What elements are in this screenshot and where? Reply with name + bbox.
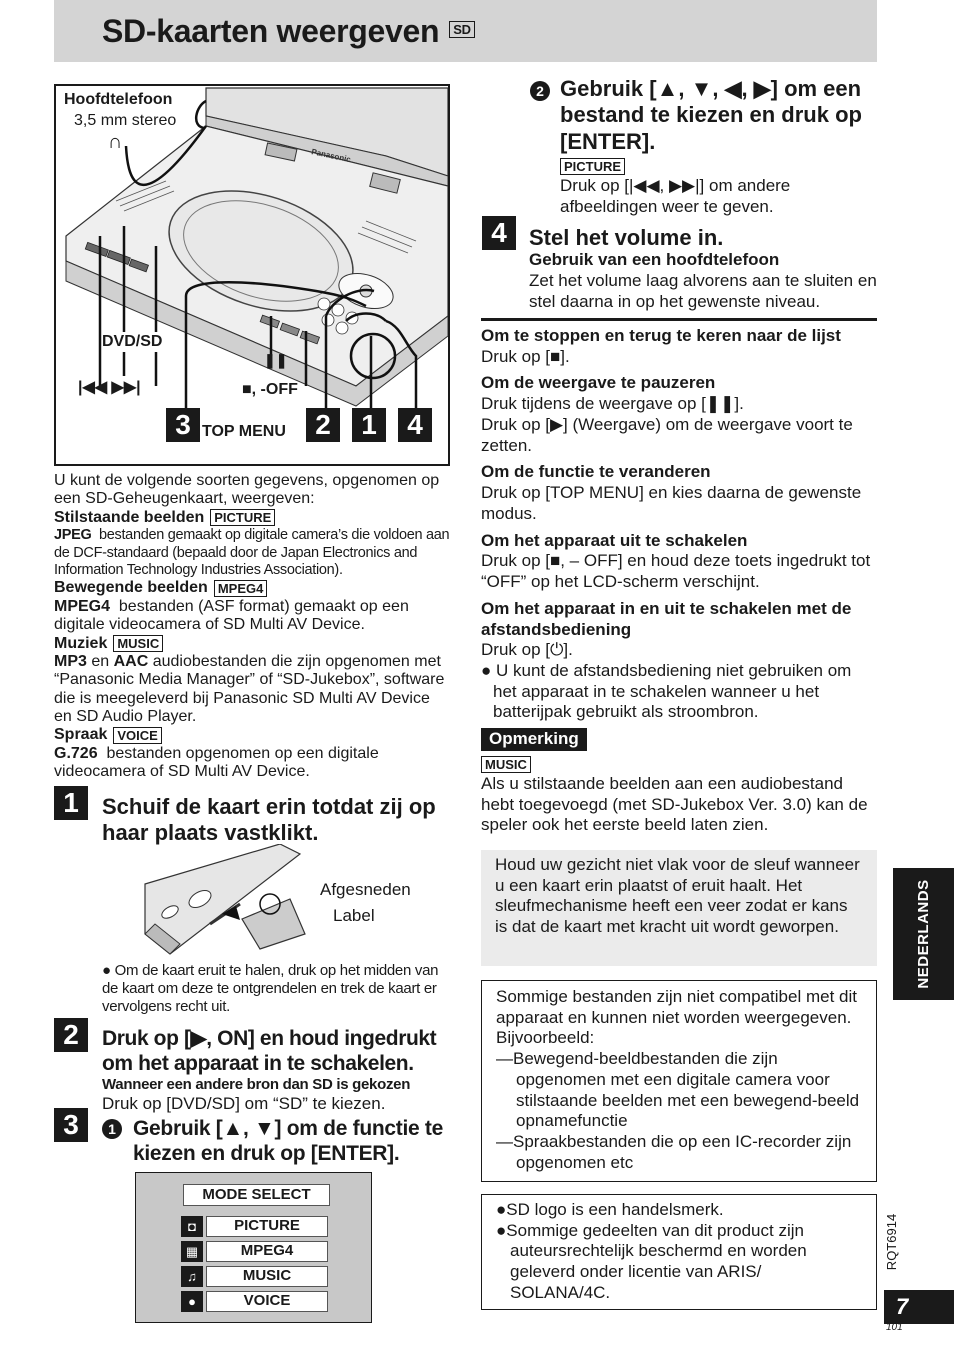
tip-off-text: Druk op [■, – OFF] en houd deze toets ingedrukt tot “OFF” op het LCD-scherm verschijnt. — [481, 551, 871, 592]
music-note-icon: ♫ — [181, 1266, 203, 1287]
step-3-picture-tag: PICTURE — [560, 156, 625, 177]
g726-text: bestanden opgenomen op een digitale videocamera of SD Multi AV Device. — [54, 744, 379, 781]
microphone-icon: ● — [181, 1291, 203, 1312]
tip-remote-text: Druk op [⏻]. — [481, 640, 573, 660]
spr-label: Spraak — [54, 726, 108, 744]
page-small-number: 101 — [886, 1322, 903, 1333]
compat-box — [481, 980, 877, 1182]
intro-lead: U kunt de volgende soorten gegevens, opgenomen op een SD-Geheugenkaart, weergeven: — [54, 472, 440, 508]
compat-item-2: —Spraakbestanden die op een IC-recorder zijn opgenomen etc — [496, 1132, 852, 1172]
step-1-heading: Schuif de kaart erin totdat zij op haar plaats vastklikt. — [102, 794, 436, 846]
device-figure — [54, 84, 450, 466]
legal-item-1: ●SD logo is een handelsmerk. — [496, 1200, 724, 1219]
mp3-label: MP3 — [54, 652, 87, 670]
picture-tag: PICTURE — [210, 509, 275, 526]
voice-tag: VOICE — [113, 727, 161, 744]
doc-code: RQT6914 — [884, 1213, 900, 1271]
headphone-spec: 3,5 mm stereo — [74, 112, 177, 129]
step-3-number: 3 — [54, 1108, 88, 1142]
brand-logo: Panasonic — [310, 147, 352, 165]
tips-block — [481, 326, 877, 723]
intro-block — [54, 472, 452, 782]
step-4-heading: Stel het volume in. — [529, 225, 724, 250]
tip-stop-text: Druk op [■]. — [481, 346, 570, 366]
step-2-text: Druk op [DVD/SD] om “SD” te kiezen. — [102, 1094, 386, 1113]
compat-lead: Sommige bestanden zijn niet compatibel met dit apparaat en kunnen niet worden weergegeven. Bijvoorbeeld: — [496, 987, 857, 1048]
step-3-circle-2: 2 — [530, 80, 550, 101]
step-4-number: 4 — [482, 216, 516, 250]
headphone-icon: ∩ — [108, 131, 123, 153]
page-number: 7 — [884, 1290, 954, 1324]
warning-text: Houd uw gezicht niet vlak voor de sleuf wanneer u een kaart erin plaatst of eruit haalt. Het sleufmechanisme heeft een veer zodat er kans is dat de kaart met kracht uit wordt geworpen. — [495, 855, 860, 937]
headphone-label: Hoofdtelefoon — [64, 91, 173, 108]
topmenu-label: TOP MENU — [202, 423, 286, 440]
legal-box — [481, 1194, 877, 1310]
jpeg-text: bestanden gemaakt op digitale camera’s die voldoen aan de DCF-standaard (bepaald door de Japan Electronics and Information Technology Industries Association). — [54, 527, 450, 578]
g726-label: G.726 — [54, 744, 98, 762]
legal-item-2: ●Sommige gedeelten van dit product zijn auteursrechtelijk beschermd en worden geleverd onder licentie van ARIS/ SOLANA/4C. — [496, 1220, 807, 1302]
step-1-note: ● Om de kaart eruit te halen, druk op het midden van de kaart om deze te ontgrendelen en trek de kaart er vervolgens recht uit. — [102, 962, 439, 1015]
step-2-number: 2 — [54, 1018, 88, 1052]
music-tag: MUSIC — [113, 635, 163, 652]
mpeg-label: MPEG4 — [54, 597, 111, 615]
page-title: SD-kaarten weergeven SD — [102, 12, 475, 51]
cut-corner-label: Afgesneden — [320, 880, 411, 899]
opmerking-text: Als u stilstaande beelden aan een audiobestand hebt toegevoegd (met SD-Jukebox Ver. 3.0) kan de speler ook het eerste beeld laten zien. — [481, 774, 868, 835]
stop-off-label: ■, -OFF — [242, 381, 298, 398]
camera-icon: ◘ — [181, 1216, 203, 1237]
language-tab: NEDERLANDS — [893, 868, 954, 1000]
muz-label: Muziek — [54, 634, 108, 652]
mode-item-picture[interactable]: PICTURE — [206, 1216, 328, 1237]
step-3-heading-2: Gebruik [▲, ▼, ◀, ▶] om een bestand te kiezen en druk op [ENTER]. — [560, 76, 862, 154]
bew-label: Bewegende beelden — [54, 579, 208, 597]
jpeg-label: JPEG — [54, 527, 92, 544]
stil-label: Stilstaande beelden — [54, 508, 205, 526]
card-insert-illustration — [140, 844, 310, 956]
tip-pause-text-2: Druk op [▶] (Weergave) om de weergave voort te zetten. — [481, 414, 853, 455]
aac-label: AAC — [113, 652, 149, 670]
callout-4: 4 — [398, 408, 432, 442]
step-3-heading-1: Gebruik [▲, ▼] om de functie te kiezen en druk op [ENTER]. — [133, 1117, 443, 1166]
mode-item-mpeg4[interactable]: MPEG4 — [206, 1241, 328, 1262]
skip-label: |◀◀ ▶▶| — [78, 379, 141, 396]
mode-item-music[interactable]: MUSIC — [206, 1266, 328, 1287]
mode-select-title: MODE SELECT — [183, 1184, 330, 1206]
opmerking-label: Opmerking — [481, 728, 587, 751]
mode-select-menu — [135, 1172, 372, 1323]
step-2-heading: Druk op [▶, ON] en houd ingedrukt om het apparaat in te schakelen. — [102, 1027, 437, 1076]
tip-off-head: Om het apparaat uit te schakelen — [481, 530, 748, 550]
step-3-text-2: Druk op [|◀◀, ▶▶|] om andere afbeeldingen weer te geven. — [560, 176, 791, 216]
step-4-text: Zet het volume laag alvorens aan te sluiten en stel daarna in op het gewenste niveau. — [529, 271, 877, 311]
tip-pause-text: Druk tijdens de weergave op [❚❚]. — [481, 394, 744, 414]
dvdsd-label: DVD/SD — [102, 333, 163, 350]
callout-3: 3 — [166, 408, 200, 442]
opmerking-tag: MUSIC — [481, 754, 531, 775]
callout-1: 1 — [352, 408, 386, 442]
divider-rule — [481, 318, 877, 321]
mpeg4-tag: MPEG4 — [214, 580, 268, 597]
mp3-en: en — [91, 652, 110, 670]
step-4-sub: Gebruik van een hoofdtelefoon — [529, 250, 780, 269]
step-2-sub: Wanneer een andere bron dan SD is gekozen — [102, 1076, 411, 1093]
tip-remote-bullet: ● U kunt de afstandsbediening niet gebruiken om het apparaat in te schakelen wanneer u het batterijpak gebruikt als stroombron. — [481, 661, 852, 722]
card-label-label: Label — [333, 906, 375, 925]
tip-remote-head: Om het apparaat in en uit te schakelen met de afstandsbediening — [481, 598, 852, 639]
warning-box — [481, 850, 877, 966]
compat-item-1: —Bewegend-beeldbestanden die zijn opgenomen met een digitale camera voor stilstaande beelden met een bewegend-beeld opnamefunctie — [496, 1049, 860, 1131]
tip-mode-text: Druk op [TOP MENU] en kies daarna de gewenste modus. — [481, 483, 862, 523]
film-icon: ▦ — [181, 1241, 203, 1262]
step-1-number: 1 — [54, 786, 88, 820]
pause-label: ❚❚ — [264, 352, 288, 368]
callout-2: 2 — [306, 408, 340, 442]
mpeg-text: bestanden (ASF format) gemaakt op een digitale videocamera of SD Multi AV Device. — [54, 597, 409, 634]
mp3-text: audiobestanden die zijn opgenomen met “Panasonic Media Manager” of “SD-Jukebox”, software die is meegeleverd bij Panasonic SD Multi AV Device en SD Audio Player. — [54, 652, 445, 726]
sd-tag: SD — [449, 21, 474, 38]
mode-item-voice[interactable]: VOICE — [206, 1291, 328, 1312]
tip-pause-head: Om de weergave te pauzeren — [481, 373, 716, 393]
tip-stop-head: Om te stoppen en terug te keren naar de lijst — [481, 326, 841, 345]
tip-mode-head: Om de functie te veranderen — [481, 462, 711, 482]
step-3-circle-1: 1 — [102, 1118, 122, 1139]
